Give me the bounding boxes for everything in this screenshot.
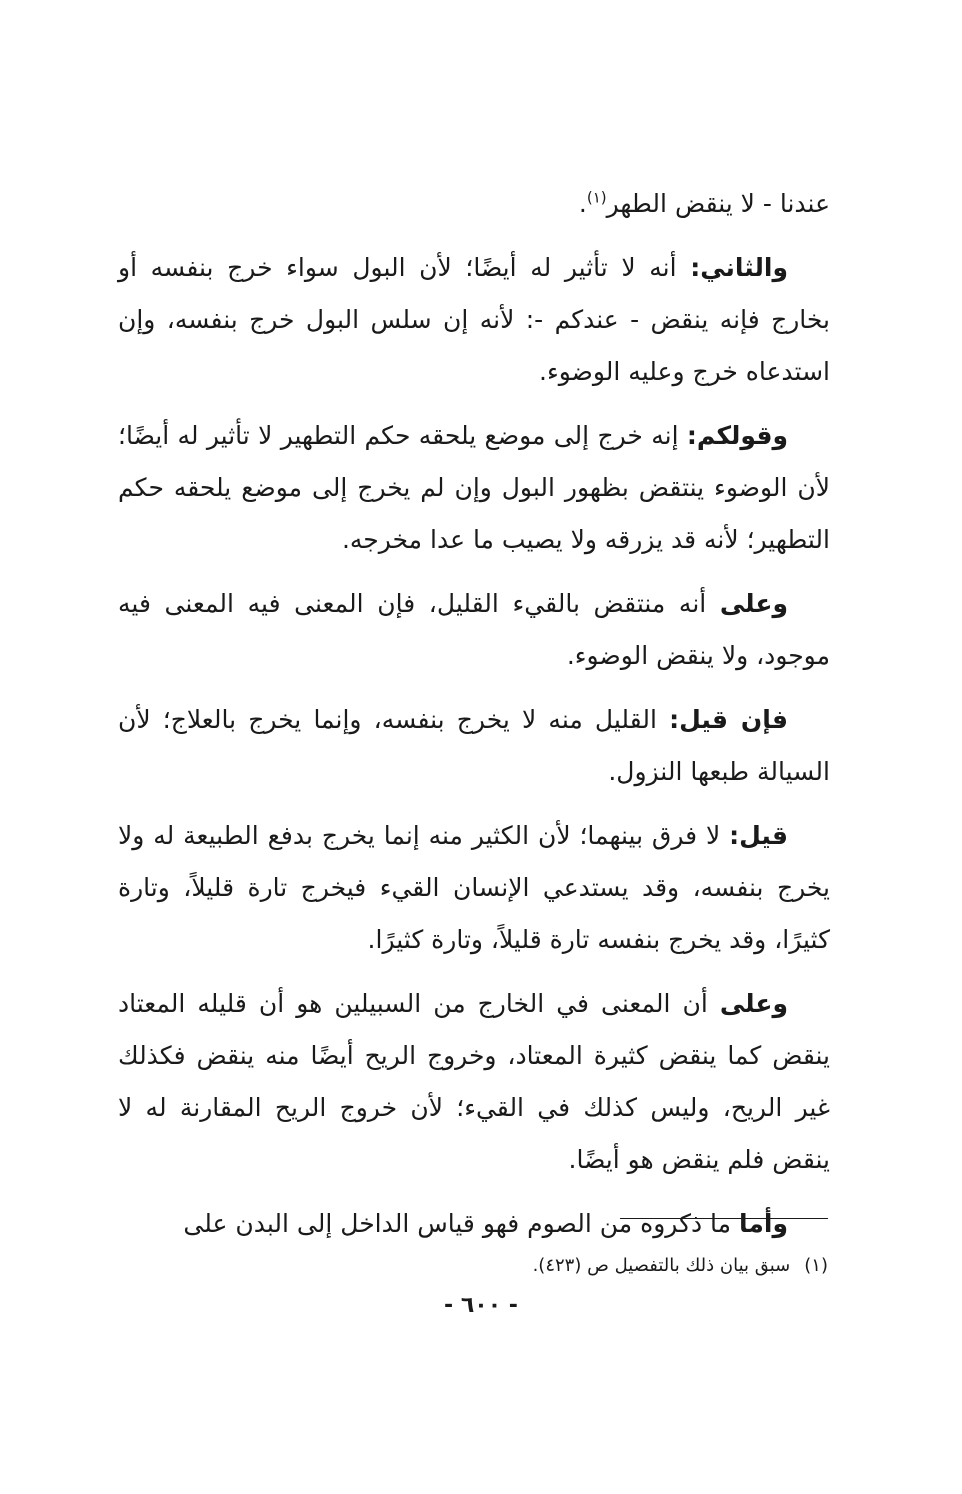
- paragraph-6: [118, 810, 830, 966]
- paragraph-4-text: أنه منتقض بالقيء القليل، فإن المعنى فيه المعنى فيه موجود، ولا ينقض الوضوء.: [118, 589, 830, 670]
- page-body: [118, 178, 830, 1262]
- footnote-divider: [620, 1218, 828, 1219]
- paragraph-4: [118, 578, 830, 682]
- footnote-number: (١): [804, 1255, 828, 1276]
- paragraph-2-text: أنه لا تأثير له أيضًا؛ لأن البول سواء خرج بنفسه أو بخارج فإنه ينقض - عندكم -: لأنه إن سلس البول خرج بنفسه، وإن استدعاه خرج وعليه الوضوء.: [118, 253, 830, 386]
- paragraph-8-text: ما ذكروه من الصوم فهو قياس الداخل إلى البدن على: [183, 1209, 740, 1238]
- paragraph-5-text: القليل منه لا يخرج بنفسه، وإنما يخرج بالعلاج؛ لأن السيالة طبعها النزول.: [118, 705, 830, 786]
- paragraph-5-lead: فإن قيل:: [669, 705, 788, 734]
- footnote: [380, 1252, 828, 1280]
- paragraph-3: [118, 410, 830, 566]
- paragraph-3-text: إنه خرج إلى موضع يلحقه حكم التطهير لا تأثير له أيضًا؛ لأن الوضوء ينتقض بظهور البول وإن لم يخرج إلى موضع يلحقه حكم التطهير؛ لأنه قد يزرقه ولا يصيب ما عدا مخرجه.: [118, 421, 830, 554]
- paragraph-5: [118, 694, 830, 798]
- paragraph-3-lead: وقولكم:: [686, 421, 788, 450]
- paragraph-4-lead: وعلى: [719, 589, 788, 618]
- paragraph-8: [118, 1198, 830, 1250]
- paragraph-1-text: عندنا - لا ينقض الطهر: [606, 189, 830, 218]
- footnote-ref-1: (١): [586, 188, 607, 207]
- paragraph-8-lead: وأما: [739, 1209, 788, 1238]
- paragraph-6-lead: قيل:: [729, 821, 788, 850]
- footnote-text: سبق بيان ذلك بالتفصيل ص (٤٢٣).: [532, 1255, 791, 1276]
- paragraph-2-lead: والثاني:: [690, 253, 788, 282]
- paragraph-7: [118, 978, 830, 1186]
- paragraph-7-text: أن المعنى في الخارج من السبيلين هو أن قليله المعتاد ينقض كما ينقض كثيرة المعتاد، وخروج الريح أيضًا منه ينقض فكذلك غير الريح، وليس كذلك في القيء؛ لأن خروج الريح المقارنة له لا ينقض فلم ينقض هو أيضًا.: [118, 989, 830, 1174]
- paragraph-1-tail: .: [578, 189, 587, 218]
- paragraph-2: [118, 242, 830, 398]
- paragraph-1: [118, 178, 830, 230]
- page-number: - ٦٠٠ -: [444, 1293, 518, 1318]
- paragraph-6-text: لا فرق بينهما؛ لأن الكثير منه إنما يخرج بدفع الطبيعة له ولا يخرج بنفسه، وقد يستدعي الإنسان القيء فيخرج تارة قليلاً، وتارة كثيرًا، وقد يخرج بنفسه تارة قليلاً، وتارة كثيرًا.: [118, 821, 830, 954]
- paragraph-7-lead: وعلى: [719, 989, 788, 1018]
